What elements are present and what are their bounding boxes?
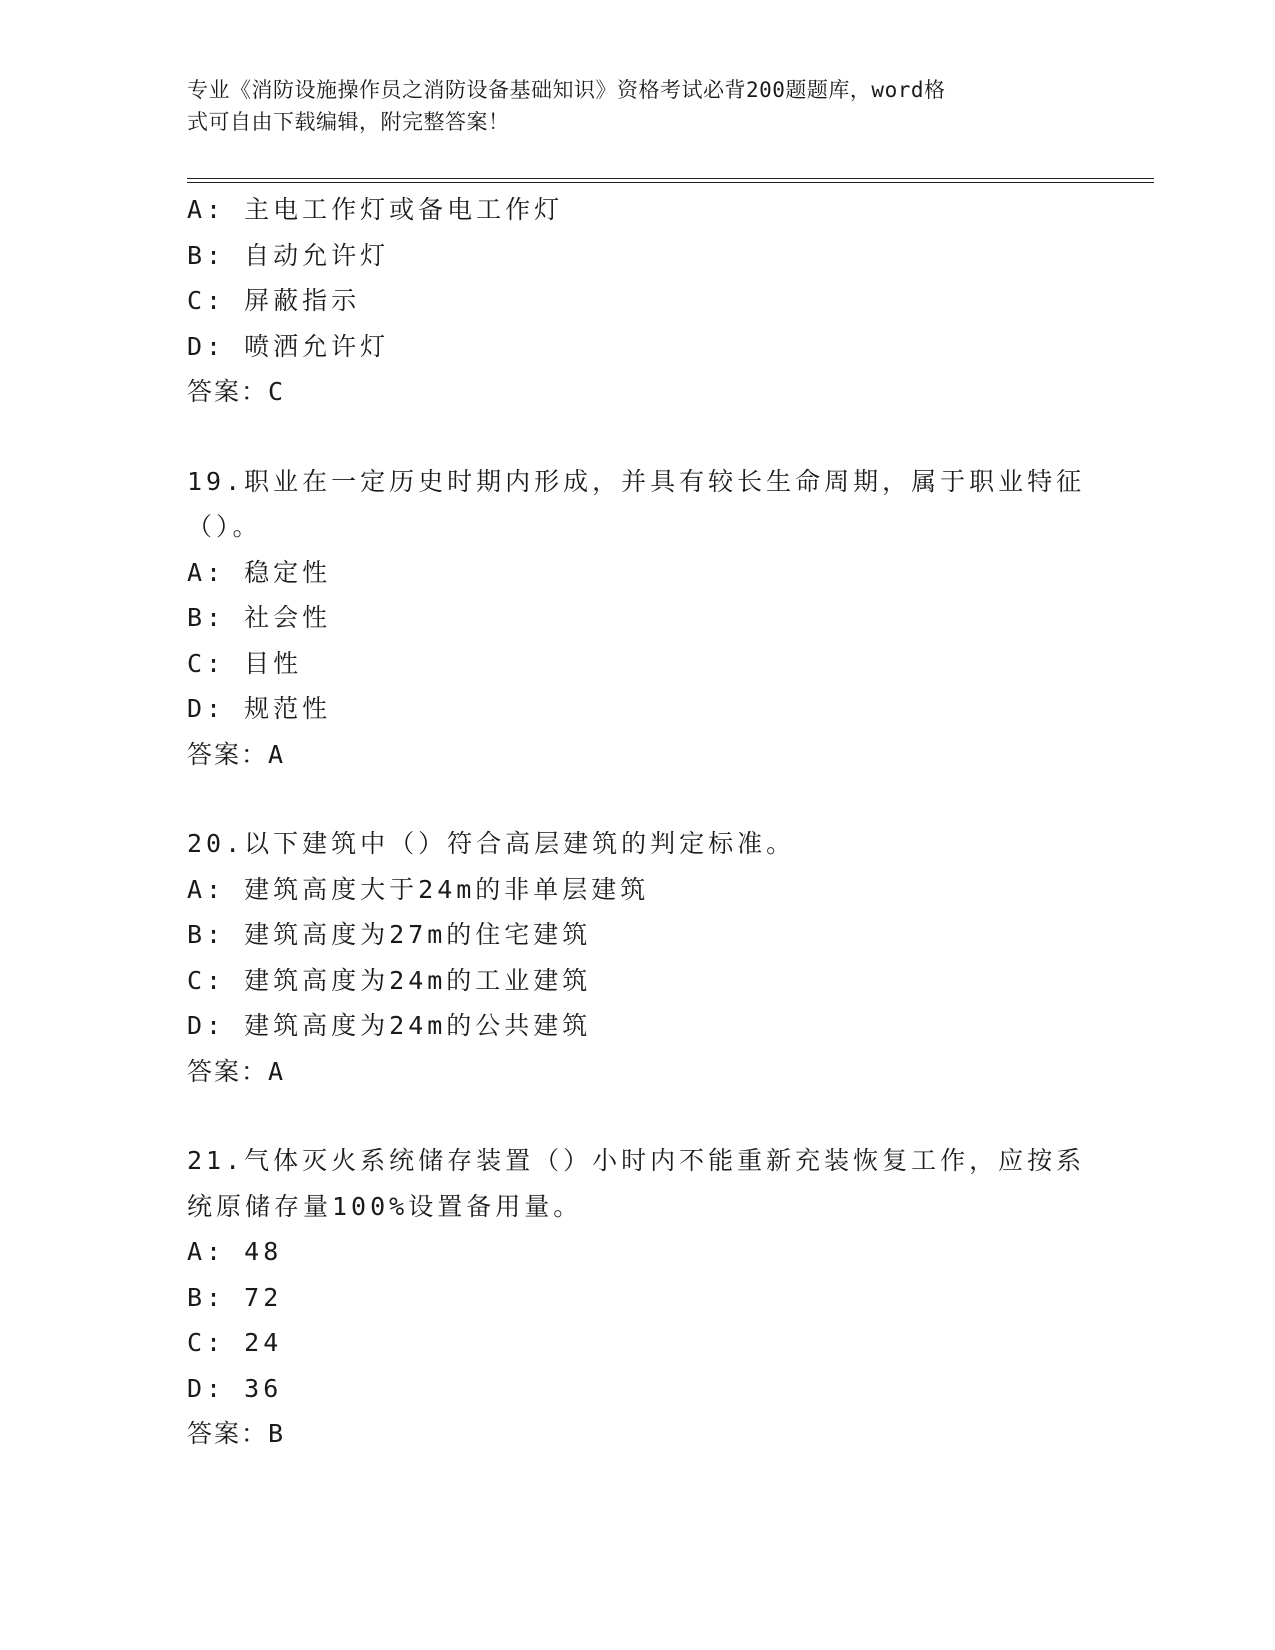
question-list bbox=[187, 187, 1087, 1457]
option-a: A: 稳定性 bbox=[187, 557, 332, 587]
option-a: A: 48 bbox=[187, 1237, 283, 1266]
option-b: B: 建筑高度为27m的住宅建筑 bbox=[187, 920, 592, 949]
header-line-2: 式可自由下载编辑，附完整答案！ bbox=[187, 110, 510, 134]
option-d: D: 建筑高度为24m的公共建筑 bbox=[187, 1011, 592, 1040]
option-d: D: 36 bbox=[187, 1373, 283, 1403]
question-block bbox=[187, 821, 1087, 1094]
question-block bbox=[187, 187, 1087, 415]
answer-line: 答案：A bbox=[187, 739, 286, 769]
option-b: B: 72 bbox=[187, 1282, 283, 1312]
question-block bbox=[187, 459, 1087, 778]
answer-line: 答案：A bbox=[187, 1056, 286, 1086]
question-text-line: （）。 bbox=[187, 512, 262, 541]
header-divider bbox=[187, 178, 1154, 183]
option-c: C: 建筑高度为24m的工业建筑 bbox=[187, 965, 592, 995]
option-c: C: 24 bbox=[187, 1328, 283, 1357]
answer-line: 答案：B bbox=[187, 1419, 286, 1448]
option-c: C: 屏蔽指示 bbox=[187, 286, 361, 315]
question-text-line: 20.以下建筑中（）符合高层建筑的判定标准。 bbox=[187, 829, 796, 858]
option-a: A: 建筑高度大于24m的非单层建筑 bbox=[187, 874, 650, 904]
question-text-line: 19.职业在一定历史时期内形成，并具有较长生命周期，属于职业特征 bbox=[187, 466, 1086, 496]
question-text-line: 21.气体灭火系统储存装置（）小时内不能重新充装恢复工作，应按系 bbox=[187, 1146, 1086, 1175]
document-header bbox=[187, 74, 1067, 138]
question-text-line: 统原储存量100%设置备用量。 bbox=[187, 1191, 583, 1221]
option-d: D: 规范性 bbox=[187, 694, 332, 723]
question-block bbox=[187, 1138, 1087, 1457]
answer-line: 答案：C bbox=[187, 377, 286, 406]
option-b: B: 自动允许灯 bbox=[187, 240, 390, 270]
option-d: D: 喷洒允许灯 bbox=[187, 331, 390, 361]
option-a: A: 主电工作灯或备电工作灯 bbox=[187, 195, 564, 224]
header-line-1: 专业《消防设施操作员之消防设备基础知识》资格考试必背200题题库，word格 bbox=[187, 78, 946, 102]
option-c: C: 目性 bbox=[187, 648, 303, 678]
option-b: B: 社会性 bbox=[187, 603, 332, 632]
